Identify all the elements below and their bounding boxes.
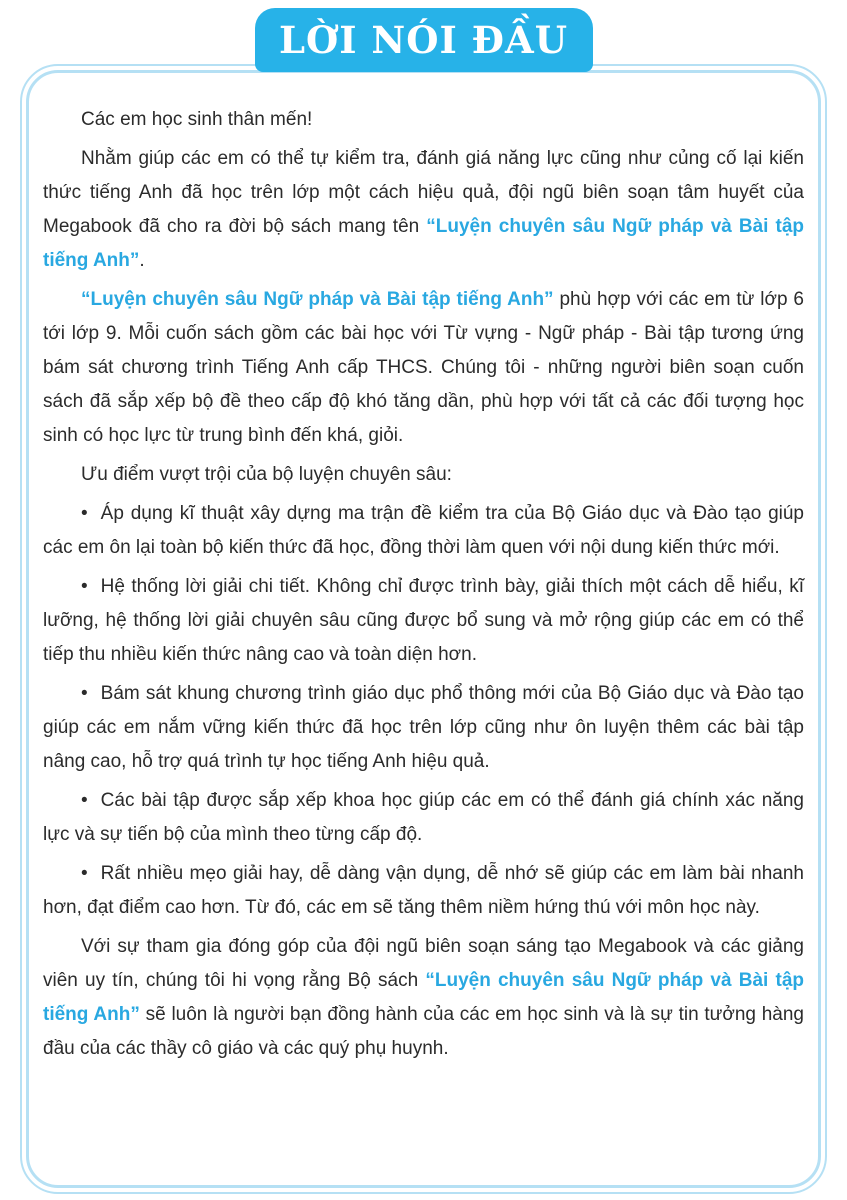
book-title-accent: “Luyện chuyên sâu Ngữ pháp và Bài tập tiếng Anh”	[43, 216, 804, 271]
preface-body	[43, 103, 804, 1066]
bullet-marker: •	[81, 863, 88, 884]
paragraph	[43, 458, 804, 492]
bullet-item	[43, 784, 804, 852]
bullet-marker: •	[81, 576, 88, 597]
page-title: LỜI NÓI ĐẦU	[279, 18, 568, 62]
text-segment: Rất nhiều mẹo giải hay, dễ dàng vận dụng, dễ nhớ sẽ giúp các em làm bài nhanh hơn, đạt điểm cao hơn. Từ đó, các em sẽ tăng thêm niềm hứng thú với môn học này.	[43, 863, 804, 918]
text-segment: Nhằm giúp các em có thể tự kiểm tra, đánh giá năng lực cũng như củng cố lại kiến thức tiếng Anh đã học trên lớp một cách hiệu quả, đội ngũ biên soạn tâm huyết của Megabook đã cho ra đời bộ sách mang tên	[43, 148, 804, 237]
text-segment: Ưu điểm vượt trội của bộ luyện chuyên sâu:	[81, 464, 452, 485]
bullet-item	[43, 857, 804, 925]
bullet-marker: •	[81, 503, 88, 524]
text-segment: Hệ thống lời giải chi tiết. Không chỉ được trình bày, giải thích một cách dễ hiểu, kĩ lưỡng, hệ thống lời giải chuyên sâu cũng được bổ sung và mở rộng giúp các em có thể tiếp thu nhiều kiến thức nâng cao và toàn diện hơn.	[43, 576, 804, 665]
paragraph	[43, 930, 804, 1066]
text-segment: sẽ luôn là người bạn đồng hành của các em học sinh và là sự tin tưởng hàng đầu của các thầy cô giáo và các quý phụ huynh.	[43, 1004, 804, 1059]
bullet-item	[43, 570, 804, 672]
header-banner	[255, 8, 593, 72]
text-segment: .	[139, 250, 145, 271]
bullet-marker: •	[81, 790, 88, 811]
book-title-accent: “Luyện chuyên sâu Ngữ pháp và Bài tập tiếng Anh”	[43, 970, 804, 1025]
text-segment: Các em học sinh thân mến!	[81, 109, 313, 130]
text-segment: Với sự tham gia đóng góp của đội ngũ biên soạn sáng tạo Megabook và các giảng viên uy tín, chúng tôi hi vọng rằng Bộ sách	[43, 936, 804, 991]
text-segment: Bám sát khung chương trình giáo dục phổ thông mới của Bộ Giáo dục và Đào tạo giúp các em nắm vững kiến thức đã học trên lớp cũng như ôn luyện thêm các bài tập nâng cao, hỗ trợ quá trình tự học tiếng Anh hiệu quả.	[43, 683, 804, 772]
text-segment: Các bài tập được sắp xếp khoa học giúp các em có thể đánh giá chính xác năng lực và sự tiến bộ của mình theo từng cấp độ.	[43, 790, 804, 845]
paragraph	[43, 283, 804, 453]
paragraph	[43, 142, 804, 278]
paragraph	[43, 103, 804, 137]
page-border-frame-inner	[26, 70, 821, 1188]
page-border-frame	[20, 64, 827, 1194]
book-title-accent: “Luyện chuyên sâu Ngữ pháp và Bài tập tiếng Anh”	[81, 289, 554, 310]
bullet-item	[43, 497, 804, 565]
bullet-marker: •	[81, 683, 88, 704]
text-segment: Áp dụng kĩ thuật xây dựng ma trận đề kiểm tra của Bộ Giáo dục và Đào tạo giúp các em ôn lại toàn bộ kiến thức đã học, đồng thời làm quen với nội dung kiến thức mới.	[43, 503, 804, 558]
bullet-item	[43, 677, 804, 779]
text-segment: phù hợp với các em từ lớp 6 tới lớp 9. Mỗi cuốn sách gồm các bài học với Từ vựng - Ngữ pháp - Bài tập tương ứng bám sát chương trình Tiếng Anh cấp THCS. Chúng tôi - những người biên soạn cuốn sách đã sắp xếp bộ đề theo cấp độ khó tăng dần, phù hợp với tất cả các đối tượng học sinh có học lực từ trung bình đến khá, giỏi.	[43, 289, 804, 446]
